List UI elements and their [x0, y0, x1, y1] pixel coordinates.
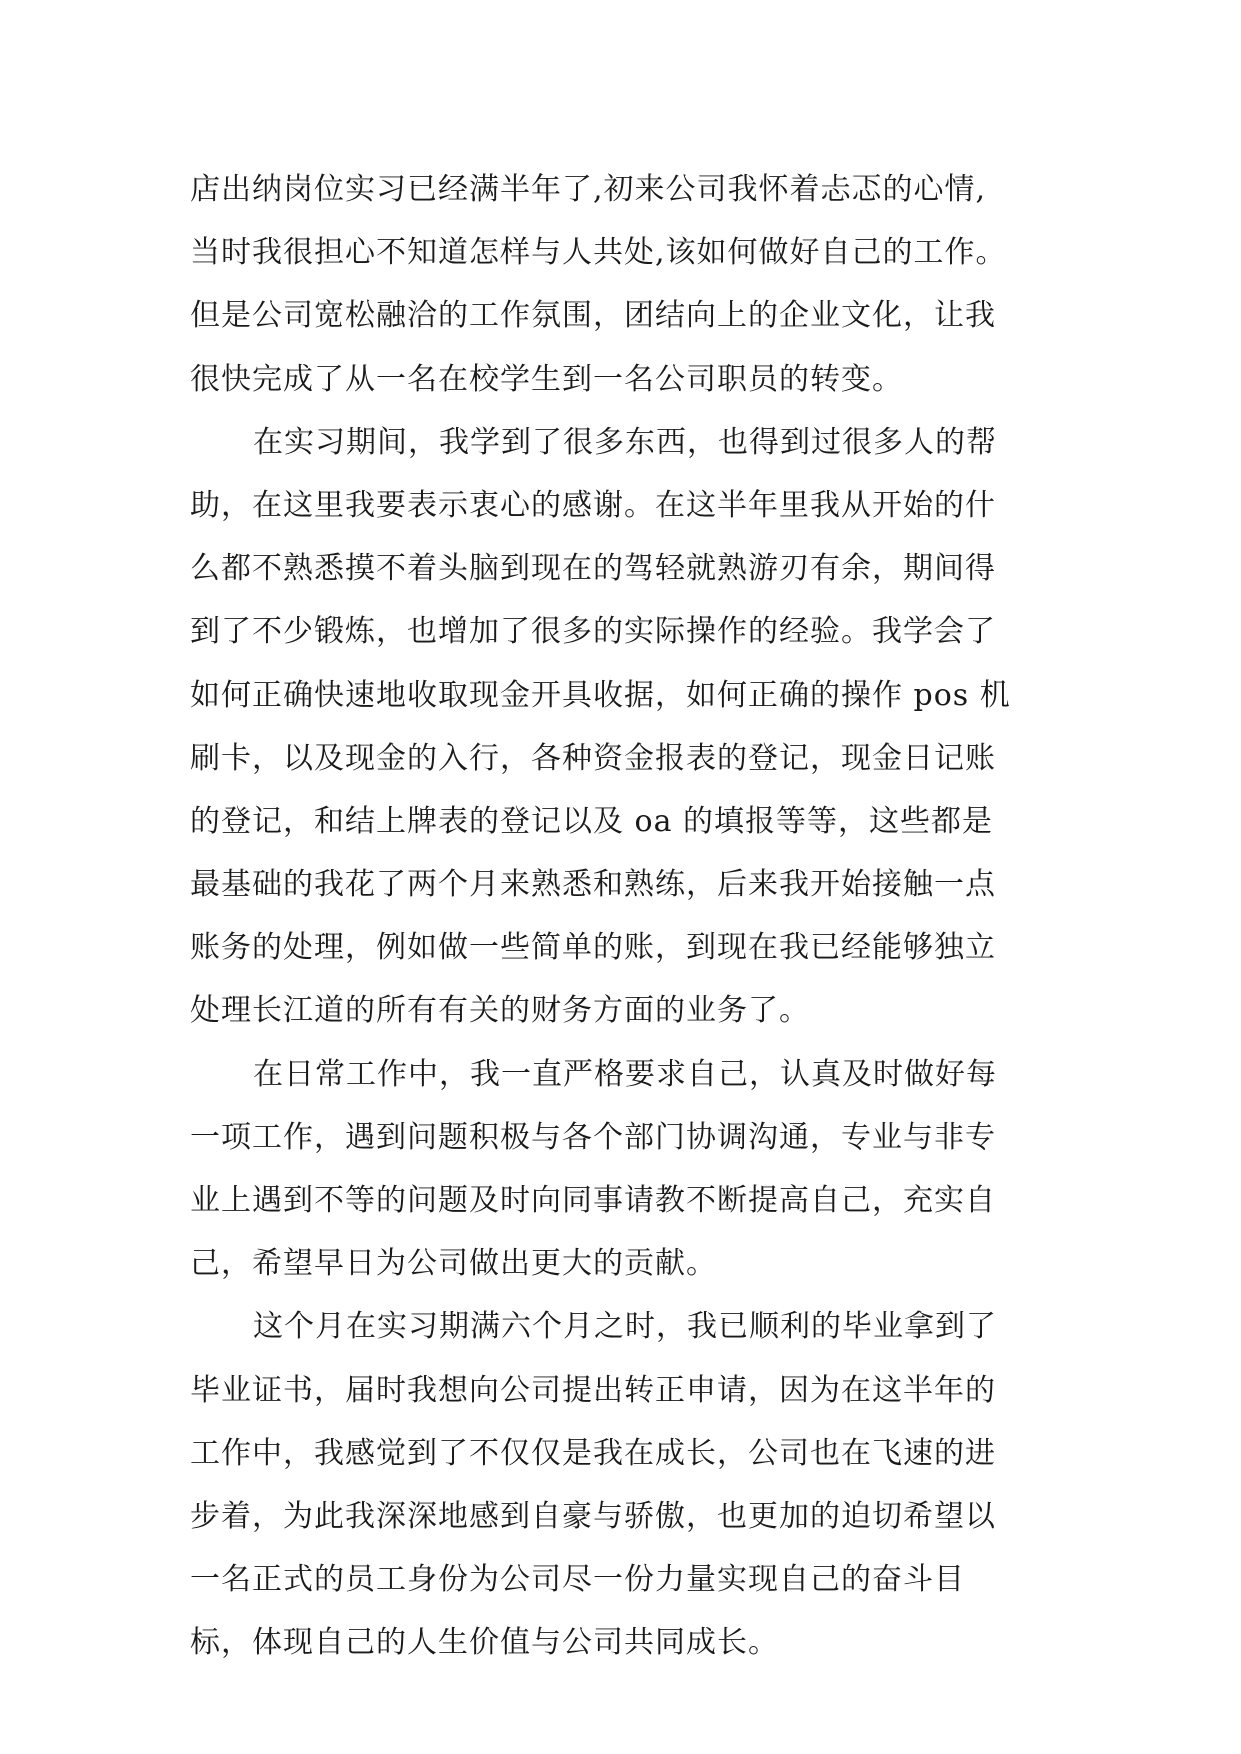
text-line: 助，在这里我要表示衷心的感谢。在这半年里我从开始的什 [190, 487, 996, 523]
text-line: 么都不熟悉摸不着头脑到现在的驾轻就熟游刃有余，期间得 [190, 551, 996, 587]
text-line: 到了不少锻炼，也增加了很多的实际操作的经验。我学会了 [190, 614, 996, 650]
text-line: 步着，为此我深深地感到自豪与骄傲，也更加的迫切希望以 [190, 1498, 996, 1534]
text-line: 处理长江道的所有有关的财务方面的业务了。 [190, 993, 810, 1029]
text-line: 工作中，我感觉到了不仅仅是我在成长，公司也在飞速的进 [190, 1435, 996, 1471]
text-line: 很快完成了从一名在校学生到一名公司职员的转变。 [190, 361, 903, 397]
text-line: 一名正式的员工身份为公司尽一份力量实现自己的奋斗目 [190, 1562, 965, 1598]
text-line: 当时我很担心不知道怎样与人共处,该如何做好自己的工作。 [190, 235, 1007, 271]
text-line: 一项工作，遇到问题积极与各个部门协调沟通，专业与非专 [190, 1119, 996, 1155]
text-line: 如何正确快速地收取现金开具收据，如何正确的操作 pos 机 [190, 677, 1011, 713]
text-line: 标，体现自己的人生价值与公司共同成长。 [190, 1625, 779, 1661]
body-text [190, 158, 1090, 1675]
text-line: 账务的处理，例如做一些简单的账，到现在我已经能够独立 [190, 930, 996, 966]
text-line: 业上遇到不等的问题及时向同事请教不断提高自己，充实自 [190, 1183, 996, 1218]
text-line: 己，希望早日为公司做出更大的贡献。 [190, 1246, 717, 1282]
paragraph-first-line: 在日常工作中，我一直严格要求自己，认真及时做好每 [253, 1056, 997, 1092]
text-line: 刷卡，以及现金的入行，各种资金报表的登记，现金日记账 [190, 740, 996, 776]
paragraph-first-line: 这个月在实习期满六个月之时，我已顺利的毕业拿到了 [253, 1309, 997, 1345]
text-line: 的登记，和结上牌表的登记以及 oa 的填报等等，这些都是 [190, 803, 994, 839]
text-line: 但是公司宽松融洽的工作氛围，团结向上的企业文化，让我 [190, 298, 996, 334]
text-line: 店出纳岗位实习已经满半年了,初来公司我怀着忐忑的心情, [190, 172, 987, 207]
paragraph-first-line: 在实习期间，我学到了很多东西，也得到过很多人的帮 [253, 424, 997, 460]
text-line: 最基础的我花了两个月来熟悉和熟练，后来我开始接触一点 [190, 867, 996, 903]
text-line: 毕业证书，届时我想向公司提出转正申请，因为在这半年的 [190, 1372, 996, 1408]
